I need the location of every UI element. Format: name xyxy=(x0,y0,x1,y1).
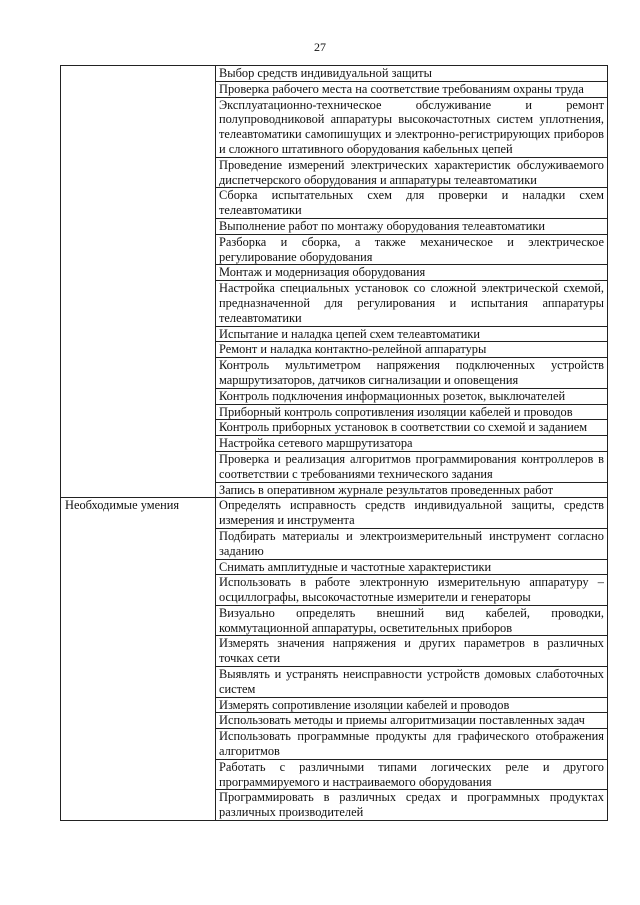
table-cell: Контроль мультиметром напряжения подключенных устройств маршрутизаторов, датчиков сигнализации и оповещения xyxy=(216,358,608,389)
table-cell: Визуально определять внешний вид кабелей, проводки, коммутационной аппаратуры, осветительных приборов xyxy=(216,605,608,636)
table-cell: Подбирать материалы и электроизмерительный инструмент согласно заданию xyxy=(216,528,608,559)
row-label-skills: Необходимые умения xyxy=(61,498,216,821)
table-cell: Настройка сетевого маршрутизатора xyxy=(216,436,608,452)
table-cell: Выполнение работ по монтажу оборудования телеавтоматики xyxy=(216,218,608,234)
table-row xyxy=(61,498,608,529)
table-cell: Измерять сопротивление изоляции кабелей и проводов xyxy=(216,697,608,713)
table-cell: Использовать в работе электронную измерительную аппаратуру – осциллографы, высокочастотные измерители и генераторы xyxy=(216,575,608,606)
table-cell: Использовать методы и приемы алгоритмизации поставленных задач xyxy=(216,713,608,729)
row-label-cell xyxy=(61,66,216,498)
table-cell: Контроль приборных установок в соответствии со схемой и заданием xyxy=(216,420,608,436)
table-cell: Использовать программные продукты для графического отображения алгоритмов xyxy=(216,729,608,760)
table-cell: Ремонт и наладка контактно-релейной аппаратуры xyxy=(216,342,608,358)
table-cell: Настройка специальных установок со сложной электрической схемой, предназначенной для регулирования и испытания аппаратуры телеавтоматики xyxy=(216,281,608,326)
table-cell: Монтаж и модернизация оборудования xyxy=(216,265,608,281)
table-cell: Приборный контроль сопротивления изоляции кабелей и проводов xyxy=(216,404,608,420)
requirements-table xyxy=(60,65,608,821)
table-cell: Эксплуатационно-техническое обслуживание и ремонт полупроводниковой аппаратуры высокочастотных систем уплотнения, телеавтоматики самопишущих и электронно-регистрирующих приборов и сложного штативного оборудования кабельных цепей xyxy=(216,97,608,157)
table-cell: Выявлять и устранять неисправности устройств домовых слаботочных систем xyxy=(216,667,608,698)
table-cell: Измерять значения напряжения и других параметров в различных точках сети xyxy=(216,636,608,667)
table-cell: Сборка испытательных схем для проверки и наладки схем телеавтоматики xyxy=(216,188,608,219)
table-cell: Контроль подключения информационных розеток, выключателей xyxy=(216,388,608,404)
table-cell: Разборка и сборка, а также механическое и электрическое регулирование оборудования xyxy=(216,234,608,265)
table-cell: Проведение измерений электрических характеристик обслуживаемого диспетчерского оборудования и аппаратуры телеавтоматики xyxy=(216,157,608,188)
table-cell: Выбор средств индивидуальной защиты xyxy=(216,66,608,82)
table-cell: Проверка и реализация алгоритмов программирования контроллеров в соответствии с требованиями технического задания xyxy=(216,451,608,482)
table-cell: Проверка рабочего места на соответствие требованиям охраны труда xyxy=(216,81,608,97)
table-cell: Снимать амплитудные и частотные характеристики xyxy=(216,559,608,575)
table-row xyxy=(61,66,608,82)
table-cell: Работать с различными типами логических реле и другого программируемого и настраиваемого оборудования xyxy=(216,759,608,790)
table-cell: Испытание и наладка цепей схем телеавтоматики xyxy=(216,326,608,342)
table-cell: Запись в оперативном журнале результатов проведенных работ xyxy=(216,482,608,498)
table-cell: Определять исправность средств индивидуальной защиты, средств измерения и инструмента xyxy=(216,498,608,529)
page-number: 27 xyxy=(314,40,326,54)
table-cell: Программировать в различных средах и программных продуктах различных производителей xyxy=(216,790,608,821)
